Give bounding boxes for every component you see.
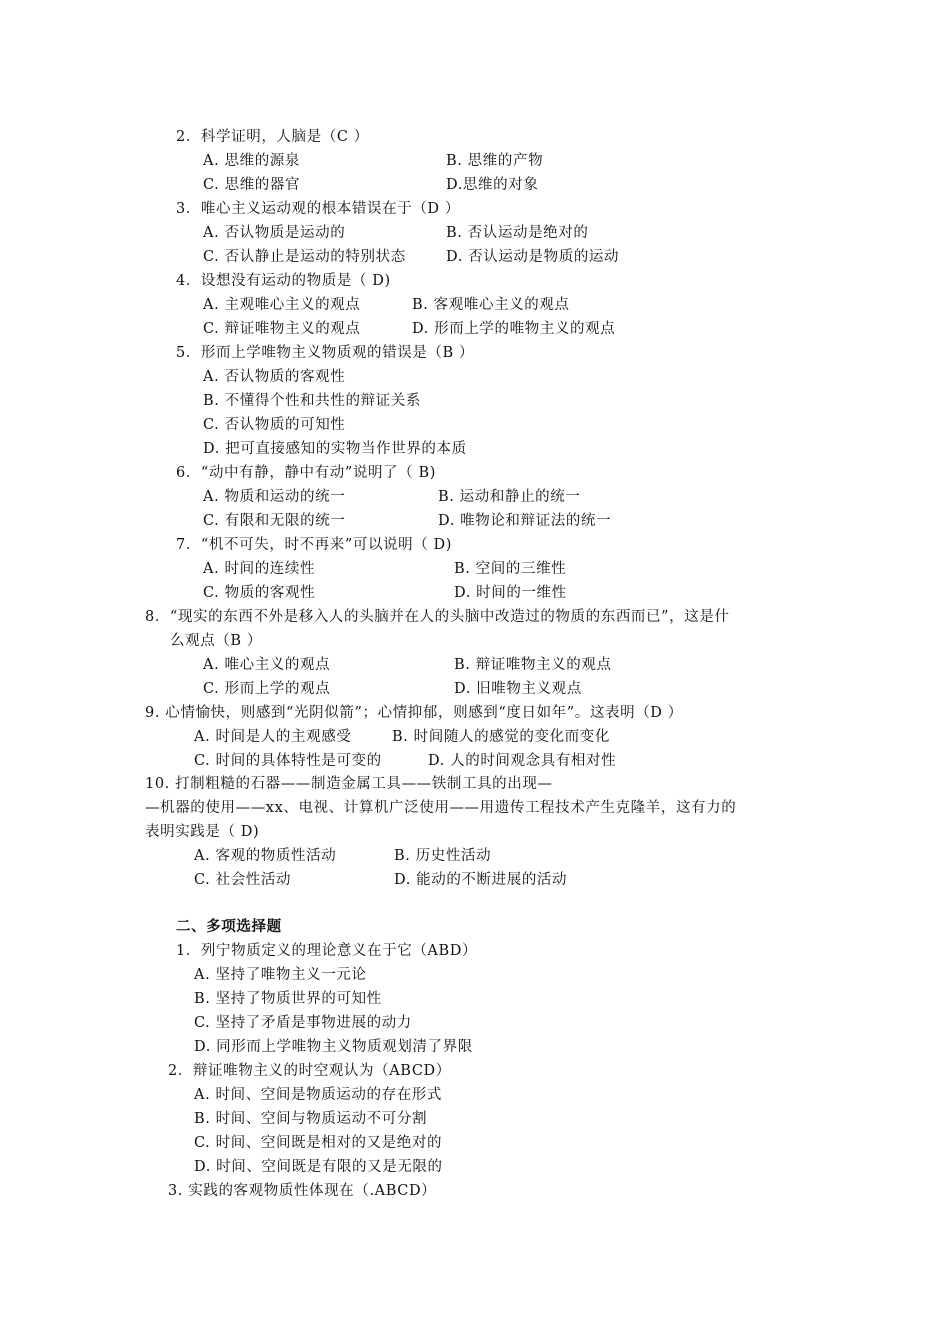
question-10-option-b: B. 历史性活动: [394, 848, 492, 864]
question-7-option-d: D. 时间的一维性: [454, 585, 567, 601]
question-9-option-d: D. 人的时间观念具有相对性: [428, 753, 617, 769]
multi-question-3-stem: 3. 实践的客观物质性体现在（.ABCD）: [168, 1183, 437, 1199]
question-9-option-b: B. 时间随人的感觉的变化而变化: [392, 729, 610, 745]
question-7-stem: 7．“机不可失，时不再来”可以说明（ D): [176, 537, 453, 553]
multi-question-2-option-d: D. 时间、空间既是有限的又是无限的: [194, 1159, 443, 1175]
question-3-option-a: A. 否认物质是运动的: [203, 225, 346, 241]
question-7-option-c: C. 物质的客观性: [203, 585, 316, 601]
question-5-option-c: C. 否认物质的可知性: [203, 417, 346, 433]
multi-question-2-option-c: C. 时间、空间既是相对的又是绝对的: [194, 1135, 443, 1151]
question-10-stem-line-3: 表明实践是（ D): [145, 824, 260, 840]
question-6-option-d: D. 唯物论和辩证法的统一: [438, 513, 612, 529]
question-9-option-c: C. 时间的具体特性是可变的: [194, 753, 382, 769]
question-5-option-b: B. 不懂得个性和共性的辩证关系: [203, 393, 421, 409]
question-4-option-c: C. 辩证唯物主义的观点: [203, 321, 361, 337]
question-4-stem: 4．设想没有运动的物质是（ D): [176, 273, 391, 289]
question-8-option-a: A. 唯心主义的观点: [203, 657, 331, 673]
multi-question-1-option-b: B. 坚持了物质世界的可知性: [194, 991, 382, 1007]
multi-question-1-option-d: D. 同形而上学唯物主义物质观划清了界限: [194, 1039, 473, 1055]
multi-question-2-option-a: A. 时间、空间是物质运动的存在形式: [194, 1087, 442, 1103]
question-10-stem-line-1: 10. 打制粗糙的石器——制造金属工具——铁制工具的出现—: [145, 776, 553, 792]
question-4-option-d: D. 形而上学的唯物主义的观点: [412, 321, 616, 337]
question-5-option-a: A. 否认物质的客观性: [203, 369, 346, 385]
multi-question-2-option-b: B. 时间、空间与物质运动不可分割: [194, 1111, 428, 1127]
question-3-option-d: D. 否认运动是物质的运动: [446, 249, 620, 265]
question-7-option-a: A. 时间的连续性: [203, 561, 316, 577]
question-10-option-d: D. 能动的不断进展的活动: [394, 872, 568, 888]
question-9-option-a: A. 时间是人的主观感受: [194, 729, 352, 745]
question-2-option-a: A. 思维的源泉: [203, 153, 300, 169]
question-10-option-a: A. 客观的物质性活动: [194, 848, 337, 864]
question-2-stem: 2．科学证明，人脑是（C ）: [176, 129, 369, 145]
multi-question-2-stem: 2．辩证唯物主义的时空观认为（ABCD）: [168, 1063, 451, 1079]
question-4-option-a: A. 主观唯心主义的观点: [203, 297, 361, 313]
multi-question-1-option-c: C. 坚持了矛盾是事物进展的动力: [194, 1015, 412, 1031]
question-9-stem: 9. 心情愉快，则感到“光阴似箭”；心情抑郁，则感到“度日如年”。这表明（D ）: [145, 705, 683, 721]
question-2-option-b: B. 思维的产物: [446, 153, 544, 169]
question-8-stem-line-2: 么观点（B ）: [170, 633, 262, 649]
question-6-option-b: B. 运动和静止的统一: [438, 489, 581, 505]
question-8-option-d: D. 旧唯物主义观点: [454, 681, 582, 697]
question-8-option-c: C. 形而上学的观点: [203, 681, 331, 697]
multi-question-1-option-a: A. 坚持了唯物主义一元论: [194, 967, 367, 983]
question-3-stem: 3．唯心主义运动观的根本错误在于（D ）: [176, 201, 460, 217]
question-8-option-b: B. 辩证唯物主义的观点: [454, 657, 612, 673]
question-2-option-c: C. 思维的器官: [203, 177, 301, 193]
question-6-option-c: C. 有限和无限的统一: [203, 513, 346, 529]
question-5-option-d: D. 把可直接感知的实物当作世界的本质: [203, 441, 467, 457]
question-5-stem: 5．形而上学唯物主义物质观的错误是（B ）: [176, 345, 475, 361]
question-8-stem-line-1: 8．“现实的东西不外是移入人的头脑并在人的头脑中改造过的物质的东西而已”，这是什: [145, 609, 730, 625]
section-title-multiple-choice: 二、多项选择题: [176, 919, 282, 935]
question-4-option-b: B. 客观唯心主义的观点: [412, 297, 570, 313]
question-7-option-b: B. 空间的三维性: [454, 561, 567, 577]
question-10-option-c: C. 社会性活动: [194, 872, 292, 888]
question-6-option-a: A. 物质和运动的统一: [203, 489, 346, 505]
question-6-stem: 6．“动中有静，静中有动”说明了（ B): [176, 465, 436, 481]
question-2-option-d: D.思维的对象: [446, 177, 539, 193]
question-3-option-c: C. 否认静止是运动的特别状态: [203, 249, 406, 265]
multi-question-1-stem: 1．列宁物质定义的理论意义在于它（ABD）: [176, 943, 478, 959]
question-10-stem-line-2: —机器的使用——xx、电视、计算机广泛使用——用遗传工程技术产生克隆羊，这有力的: [145, 800, 737, 816]
question-3-option-b: B. 否认运动是绝对的: [446, 225, 589, 241]
